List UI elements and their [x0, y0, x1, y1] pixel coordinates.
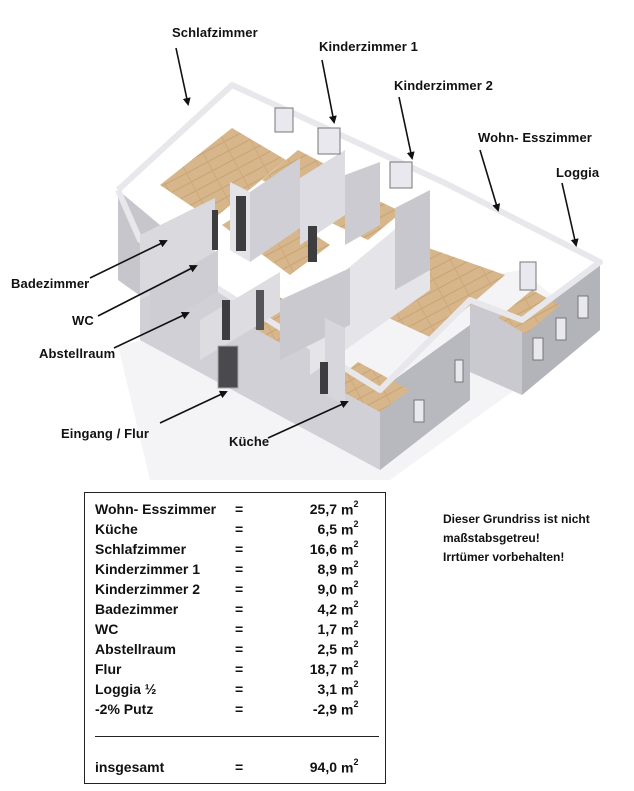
- label-schlafzimmer: Schlafzimmer: [172, 25, 258, 40]
- row-unit: $m^2$: [341, 519, 359, 538]
- window-kinderzimmer-2: [390, 162, 412, 188]
- row-unit: $m^2$: [341, 679, 359, 698]
- row-name: Badezimmer: [95, 601, 179, 617]
- table-row: [85, 561, 385, 581]
- row-unit: $m^2$: [341, 539, 359, 558]
- label-eingang-flur: Eingang / Flur: [61, 426, 150, 441]
- row-unit: $m^2$: [341, 499, 359, 518]
- label-wc: WC: [72, 313, 94, 328]
- table-row: [85, 701, 385, 721]
- row-equals: =: [235, 521, 244, 537]
- arrow-loggia: [562, 183, 576, 245]
- table-row: [85, 501, 385, 521]
- row-equals: =: [235, 681, 244, 697]
- door-kueche: [320, 362, 328, 394]
- window-wohn: [455, 360, 463, 382]
- door-entrance: [218, 346, 238, 388]
- table-row: [85, 641, 385, 661]
- table-row: [85, 541, 385, 561]
- row-value: 4,2: [317, 601, 337, 617]
- row-name: Kinderzimmer 1: [95, 561, 201, 577]
- arrow-schlafzimmer: [176, 48, 188, 104]
- row-value: 2,5: [317, 641, 337, 657]
- row-unit: $m^2$: [341, 619, 359, 638]
- label-abstellraum: Abstellraum: [39, 346, 116, 361]
- door-flur: [236, 196, 246, 251]
- disclaimer-note: [443, 510, 633, 567]
- row-equals: =: [235, 561, 244, 577]
- area-table: [84, 492, 386, 784]
- row-equals: =: [235, 641, 244, 657]
- label-kinderzimmer-2: Kinderzimmer 2: [394, 78, 493, 93]
- row-name: Abstellraum: [95, 641, 176, 657]
- row-unit: $m^2$: [341, 659, 359, 678]
- label-kueche: Küche: [229, 434, 270, 449]
- row-value: -2,9: [312, 701, 337, 717]
- label-loggia: Loggia: [556, 165, 600, 180]
- row-name: Wohn- Esszimmer: [95, 501, 217, 517]
- row-equals: =: [235, 701, 244, 717]
- row-value: 16,6: [309, 541, 337, 557]
- total-name: insgesamt: [95, 759, 165, 775]
- window-schlafzimmer: [275, 108, 293, 132]
- row-name: Küche: [95, 521, 138, 537]
- row-unit: $m^2$: [341, 699, 359, 718]
- door-kinderzimmer: [308, 226, 317, 262]
- arrow-kinderzimmer-1: [322, 60, 334, 122]
- row-value: 8,9: [317, 561, 337, 577]
- label-kinderzimmer-1: Kinderzimmer 1: [319, 39, 418, 54]
- row-value: 18,7: [309, 661, 337, 677]
- disclaimer-line-2: maßstabsgetreu!: [443, 531, 540, 545]
- row-name: Kinderzimmer 2: [95, 581, 201, 597]
- row-name: WC: [95, 621, 119, 637]
- table-separator: [95, 736, 379, 737]
- window-kueche: [414, 400, 424, 422]
- total-value: 94,0: [309, 759, 337, 775]
- disclaimer-line-3: Irrtümer vorbehalten!: [443, 550, 565, 564]
- total-equals: =: [235, 759, 244, 775]
- row-unit: $m^2$: [341, 599, 359, 618]
- row-equals: =: [235, 661, 244, 677]
- door-abstell: [222, 300, 230, 340]
- row-name: Loggia ½: [95, 681, 157, 697]
- disclaimer-line-1: Dieser Grundriss ist nicht: [443, 512, 590, 526]
- window-loggia-2: [556, 318, 566, 340]
- table-row: [85, 601, 385, 621]
- window-loggia-3: [578, 296, 588, 318]
- table-total-row: [85, 759, 385, 779]
- window-loggia-1: [533, 338, 543, 360]
- row-name: -2% Putz: [95, 701, 154, 717]
- row-equals: =: [235, 501, 244, 517]
- table-row: [85, 581, 385, 601]
- row-value: 25,7: [309, 501, 337, 517]
- window-kinderzimmer-1: [318, 128, 340, 154]
- row-value: 3,1: [317, 681, 337, 697]
- door-bad: [212, 210, 218, 250]
- row-unit: $m^2$: [341, 639, 359, 658]
- table-row: [85, 661, 385, 681]
- label-badezimmer: Badezimmer: [11, 276, 90, 291]
- row-name: Schlafzimmer: [95, 541, 187, 557]
- row-value: 1,7: [317, 621, 337, 637]
- row-equals: =: [235, 541, 244, 557]
- total-unit: $m^2$: [341, 757, 359, 776]
- row-equals: =: [235, 621, 244, 637]
- row-value: 6,5: [317, 521, 337, 537]
- row-unit: $m^2$: [341, 579, 359, 598]
- arrow-kinderzimmer-2: [399, 97, 412, 158]
- row-value: 9,0: [317, 581, 337, 597]
- table-row: [85, 621, 385, 641]
- row-name: Flur: [95, 661, 122, 677]
- row-equals: =: [235, 601, 244, 617]
- table-row: [85, 681, 385, 701]
- row-unit: $m^2$: [341, 559, 359, 578]
- row-equals: =: [235, 581, 244, 597]
- table-row: [85, 521, 385, 541]
- door-wc: [256, 290, 264, 330]
- label-wohn-esszimmer: Wohn- Esszimmer: [478, 130, 592, 145]
- window-loggia-back: [520, 262, 536, 290]
